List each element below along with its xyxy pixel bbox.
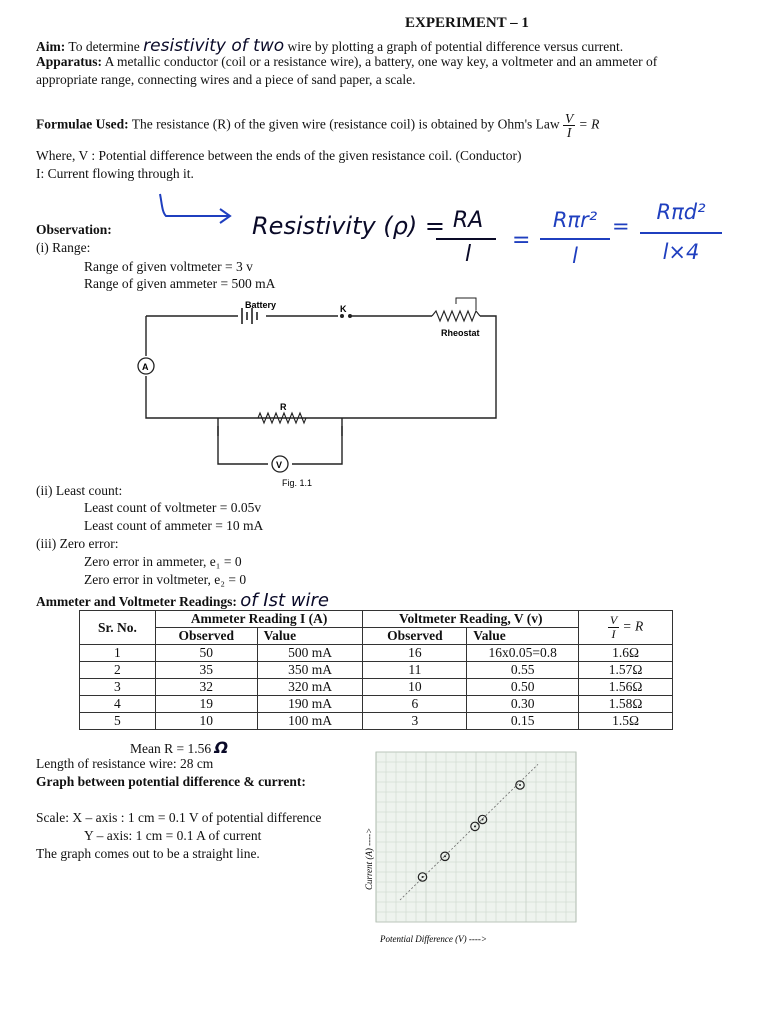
scale-x: Scale: X – axis : 1 cm = 0.1 V of potential difference (36, 810, 322, 825)
least-count-label: (ii) Least count: (36, 483, 123, 498)
cell-voltmeter-observed: 11 (363, 662, 467, 679)
resistivity-den3: l×4 (662, 240, 700, 264)
cell-voltmeter-observed: 16 (363, 645, 467, 662)
cell-ammeter-observed: 10 (155, 713, 257, 730)
formula-fraction (563, 112, 575, 139)
cell-ammeter-observed: 32 (155, 679, 257, 696)
cell-resistance: 1.58Ω (579, 696, 673, 713)
resistivity-label: Resistivity (ρ) = (252, 212, 446, 240)
least-count-ammeter: Least count of ammeter = 10 mA (84, 518, 264, 533)
resistivity-num3: Rπd² (656, 200, 706, 224)
apparatus-line1 (36, 54, 657, 70)
data-point-dot (444, 855, 446, 857)
cell-sr: 1 (80, 645, 156, 662)
voltmeter-symbol: V (276, 460, 283, 470)
cell-resistance: 1.57Ω (579, 662, 673, 679)
resistivity-den2: l (572, 244, 578, 268)
ratio-den: I (611, 627, 616, 641)
observation-label: Observation: (36, 222, 112, 237)
readings-heading-text: Ammeter and Voltmeter Readings: (36, 594, 237, 609)
formula-num: V (565, 111, 574, 126)
zero-error-ammeter: Zero error in ammeter, e₁ = 0 (84, 554, 242, 569)
cell-voltmeter-value: 0.15 (467, 713, 579, 730)
resistivity-den1: l (464, 242, 472, 267)
battery-label: Battery (245, 300, 277, 310)
where-line1: Where, V : Potential difference between the ends of the given resistance coil. (Conductor) (36, 148, 522, 163)
cell-voltmeter-value: 0.30 (467, 696, 579, 713)
aim-text-after: wire by plotting a graph of potential difference versus current. (287, 39, 624, 54)
cell-ammeter-value: 500 mA (257, 645, 363, 662)
voltmeter-header: Voltmeter Reading, V (v) (363, 611, 579, 628)
ammeter-header: Ammeter Reading I (A) (155, 611, 363, 628)
where-line2: I: Current flowing through it. (36, 166, 194, 181)
cell-ammeter-value: 350 mA (257, 662, 363, 679)
data-point-dot (474, 825, 476, 827)
ammeter-symbol: A (142, 362, 149, 372)
graph-ylabel: Current (A) ----> (364, 827, 374, 890)
aim-line (36, 36, 623, 56)
formula-den: I (566, 125, 572, 140)
apparatus-line2: appropriate range, connecting wires and a piece of sand paper, a scale. (36, 72, 416, 87)
cell-ammeter-value: 190 mA (257, 696, 363, 713)
cell-ammeter-observed: 19 (155, 696, 257, 713)
aim-handwritten: resistivity of two (143, 36, 285, 56)
resistivity-eq3: = (612, 214, 630, 238)
apparatus-text-1: A metallic conductor (coil or a resistance wire), a battery, one way key, a voltmeter and an ammeter of (104, 54, 658, 69)
data-point-dot (482, 819, 484, 821)
mean-handwritten: Ω (214, 738, 229, 757)
cell-voltmeter-value: 0.55 (467, 662, 579, 679)
cell-resistance: 1.6Ω (579, 645, 673, 662)
cell-resistance: 1.5Ω (579, 713, 673, 730)
cell-ammeter-value: 320 mA (257, 679, 363, 696)
cell-sr: 4 (80, 696, 156, 713)
cell-voltmeter-observed: 6 (363, 696, 467, 713)
voltmeter-range: Range of given voltmeter = 3 v (84, 259, 253, 274)
rheostat-label: Rheostat (441, 328, 480, 338)
cell-ammeter-value: 100 mA (257, 713, 363, 730)
cell-voltmeter-observed: 3 (363, 713, 467, 730)
zero-error-voltmeter: Zero error in voltmeter, e₂ = 0 (84, 572, 247, 587)
table-row (80, 645, 673, 662)
cell-voltmeter-value: 0.50 (467, 679, 579, 696)
cell-sr: 3 (80, 679, 156, 696)
voltmeter-observed-header: Observed (363, 628, 467, 645)
vi-graph (360, 750, 580, 950)
formula-label: Formulae Used: (36, 116, 129, 132)
sr-header: Sr. No. (80, 611, 156, 645)
table-row (80, 662, 673, 679)
ratio-num: V (609, 613, 618, 627)
readings-table (79, 610, 673, 730)
aim-label: Aim: (36, 39, 66, 54)
readings-heading-handwritten: of Ist wire (240, 590, 329, 611)
formula-line (36, 112, 599, 139)
least-count-voltmeter: Least count of voltmeter = 0.05v (84, 500, 262, 515)
table-header-row (80, 611, 673, 628)
aim-text-before: To determine (68, 39, 140, 54)
resistivity-num1: RA (452, 208, 484, 233)
figure-caption: Fig. 1.1 (282, 478, 313, 488)
graph-heading: Graph between potential difference & current: (36, 774, 306, 789)
ammeter-range: Range of given ammeter = 500 mA (84, 276, 276, 291)
apparatus-label: Apparatus: (36, 54, 103, 69)
page-title: EXPERIMENT – 1 (405, 15, 529, 31)
cell-voltmeter-observed: 10 (363, 679, 467, 696)
formula-text: The resistance (R) of the given wire (resistance coil) is obtained by Ohm's Law (131, 116, 560, 132)
graph-xlabel: Potential Difference (V) ----> (380, 934, 487, 944)
resistivity-bar2 (540, 238, 610, 240)
data-point-dot (519, 784, 521, 786)
resistivity-bar1 (436, 238, 496, 240)
key-label: K (340, 304, 347, 314)
cell-resistance: 1.56Ω (579, 679, 673, 696)
ammeter-observed-header: Observed (155, 628, 257, 645)
resistivity-eq2: = (512, 228, 531, 253)
cell-voltmeter-value: 16x0.05=0.8 (467, 645, 579, 662)
data-point-dot (422, 876, 424, 878)
handwritten-arrow (150, 190, 250, 230)
resistivity-bar3 (640, 232, 722, 234)
resistor-label: R (280, 402, 287, 412)
ratio-header (579, 611, 673, 645)
cell-ammeter-observed: 50 (155, 645, 257, 662)
cell-ammeter-observed: 35 (155, 662, 257, 679)
range-label: (i) Range: (36, 240, 91, 255)
table-row (80, 713, 673, 730)
length-line: Length of resistance wire: 28 cm (36, 756, 214, 771)
resistivity-num2: Rπr² (552, 208, 598, 232)
scale-y: Y – axis: 1 cm = 0.1 A of current (84, 828, 262, 843)
mean-line (130, 738, 228, 757)
zero-error-label: (iii) Zero error: (36, 536, 119, 551)
voltmeter-value-header: Value (467, 628, 579, 645)
table-row (80, 696, 673, 713)
table-row (80, 679, 673, 696)
cell-sr: 2 (80, 662, 156, 679)
circuit-diagram (130, 296, 510, 496)
ammeter-value-header: Value (257, 628, 363, 645)
mean-text: Mean R = 1.56 (130, 741, 212, 756)
ratio-rhs: = R (622, 618, 644, 634)
formula-rhs: = R (578, 116, 600, 132)
cell-sr: 5 (80, 713, 156, 730)
readings-heading (36, 590, 329, 611)
conclusion: The graph comes out to be a straight line. (36, 846, 260, 861)
ratio-fraction (608, 614, 619, 641)
